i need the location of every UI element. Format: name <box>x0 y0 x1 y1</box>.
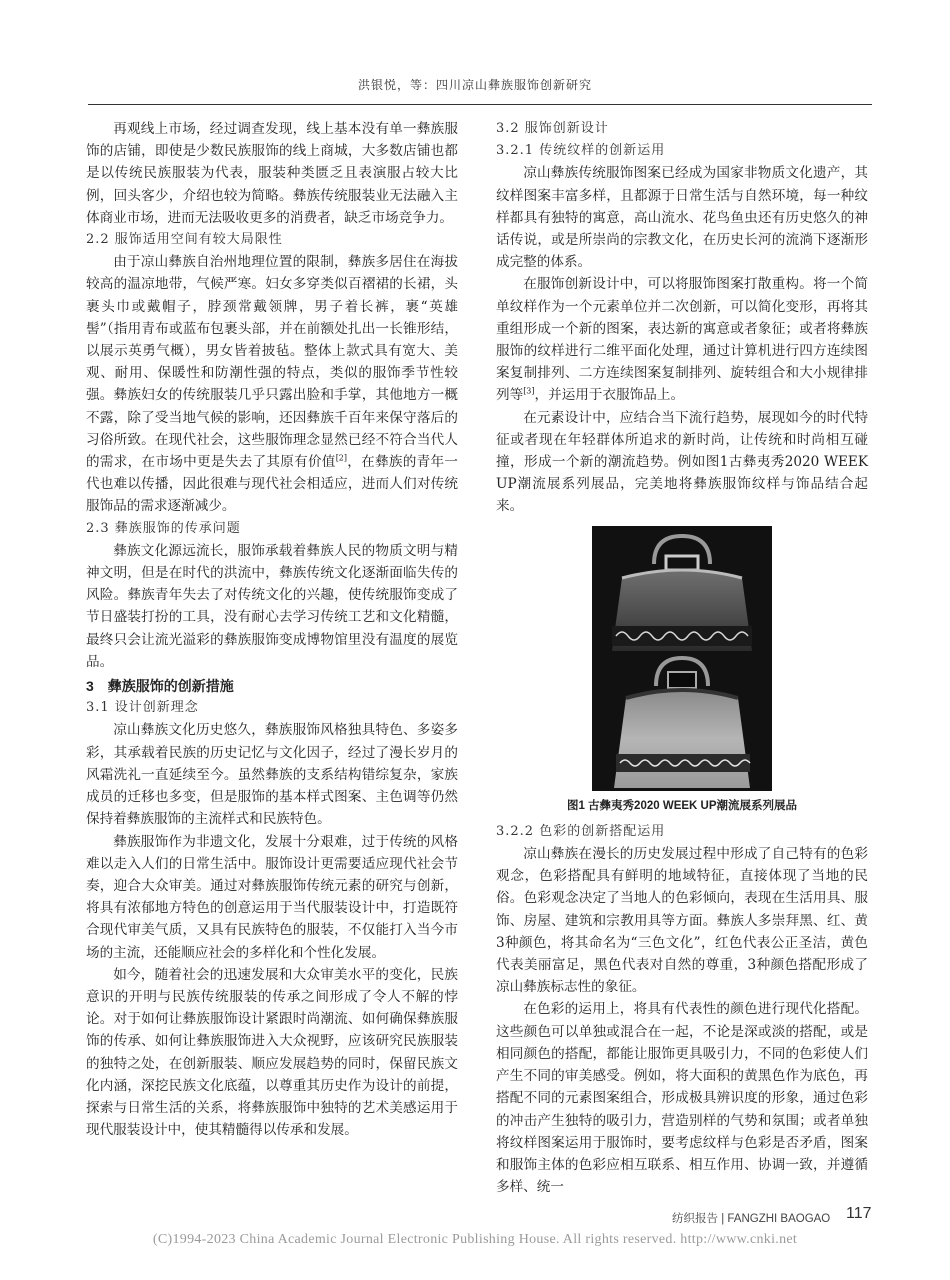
figure-1 <box>496 526 868 817</box>
header-rule <box>88 104 872 105</box>
running-header: 洪银悦，等：四川凉山彝族服饰创新研究 <box>357 78 592 92</box>
paragraph-pattern-b-text: 在服饰创新设计中，可以将服饰图案打散重构。将一个简单纹样作为一个元素单位并二次创新，可以简化变形，再将其重组形成一个新的图案，表达新的寓意或者象征；或者将彝族服饰的纹样进行二维平面化处理，通过计算机进行四方连续图案复制排列、二方连续图案复制排列、旋转组合和大小规律排列等 <box>496 276 868 404</box>
paragraph-pattern-a: 凉山彝族传统服饰图案已经成为国家非物质文化遗产，其纹样图案丰富多样，且都源于日常生活与自然环境，每一种纹样都具有独特的寓意，高山流水、花鸟鱼虫还有历史悠久的神话传说，或是所崇尚的宗教文化，在历史长河的流淌下逐渐形成完整的体系。 <box>496 165 868 271</box>
left-column <box>86 118 458 1141</box>
paragraph-pattern-b <box>496 273 868 406</box>
citation-2: [2] <box>335 453 348 463</box>
journal-name: 纺织报告 | FANGZHI BAOGAO <box>672 1213 831 1225</box>
page-number: 117 <box>846 1205 872 1222</box>
heading-3-2-2: 3.2.2 色彩的创新搭配运用 <box>496 823 666 839</box>
paragraph-pattern-c: 在元素设计中，应结合当下流行趋势，展现如今的时代特征或者现在年轻群体所追求的新时尚，让传统和时尚相互碰撞，形成一个新的潮流趋势。例如图1古彝夷秀2020 WEEK UP潮流展系列展品，完美地将彝族服饰纹样与饰品结合起来。 <box>496 409 868 515</box>
paragraph-color-b: 在色彩的运用上，将具有代表性的颜色进行现代化搭配。这些颜色可以单独或混合在一起，不论是深或淡的搭配，或是相同颜色的搭配，都能让服饰更具吸引力，不同的色彩使人们产生不同的审美感受。例如，将大面积的黄黑色作为底色，再搭配不同的元素图案组合，形成极具辨识度的形象，通过色彩的冲击产生独特的吸引力，营造别样的气势和氛围；或者单独将纹样图案运用于服饰时，要考虑纹样与色彩是否矛盾，图案和服饰主体的色彩应相互联系、相互作用、协调一致，并遵循多样、统一 <box>496 1001 868 1196</box>
paragraph-2-3: 彝族文化源远流长，服饰承载着彝族人民的物质文明与精神文明，但是在时代的洪流中，彝族传统文化逐渐面临失传的风险。彝族青年失去了对传统文化的兴趣，使传统服饰变成了节日盛装打扮的工具，没有耐心去学习传统工艺和文化精髓，最终只会让流光溢彩的彝族服饰变成博物馆里没有温度的展览品。 <box>86 542 458 670</box>
heading-2-2: 2.2 服饰适用空间有较大局限性 <box>86 232 283 248</box>
paragraph-online-market: 再观线上市场，经过调查发现，线上基本没有单一彝族服饰的店铺，即使是少数民族服饰的线上商城，大多数店铺也都是以传统民族服装为代表，服装种类匮乏且表演服占较大比例，回头客少，介绍也较为简略。彝族传统服装业无法融入主体商业市场，进而无法吸收更多的消费者，缺乏市场竞争力。 <box>86 121 458 226</box>
paragraph-color-a: 凉山彝族在漫长的历史发展过程中形成了自己特有的色彩观念，色彩搭配具有鲜明的地域特征，直接体现了当地的民俗。色彩观念决定了当地人的色彩倾向，表现在生活用具、服饰、房屋、建筑和宗教用具等方面。彝族人多崇拜黑、红、黄3种颜色，将其命名为“三色文化”，红色代表公正圣洁，黄色代表美丽富足，黑色代表对自然的尊重，3种颜色搭配形成了凉山彝族标志性的象征。 <box>496 846 868 996</box>
copyright-line: (C)1994-2023 China Academic Journal Electronic Publishing House. All rights reserved. http://www.cnki.net <box>152 1232 798 1247</box>
handbag-photo <box>592 526 772 791</box>
heading-3-2: 3.2 服饰创新设计 <box>496 121 609 136</box>
paragraph-2-2-tail: ，在彝族的青年一代也难以传播，因此很难与现代社会相适应，进而人们对传统服饰品的需求逐渐减少。 <box>86 454 459 515</box>
figure-1-caption: 图1 古彝夷秀2020 WEEK UP潮流展系列展品 <box>566 799 798 812</box>
heading-3-1: 3.1 设计创新理念 <box>86 700 199 716</box>
heading-3-2-1: 3.2.1 传统纹样的创新运用 <box>496 143 666 159</box>
heading-2-3: 2.3 彝族服饰的传承问题 <box>86 520 241 536</box>
paragraph-2-2-text: 由于凉山彝族自治州地理位置的限制，彝族多居住在海拔较高的温凉地带，气候严寒。妇女多穿类似百褶裙的长裙，头裹头巾或戴帽子，脖颈常戴领牌，男子着长裤，裹“英雄髻”（指用青布或蓝布包裹头部，并在前额处扎出一长锥形结，以展示英勇气概），男女皆着披毡。整体上款式具有宽大、美观、耐用、保暖性和防潮性强的特点，类似的服饰季节性较强。彝族妇女的传统服装几乎只露出脸和手掌，其他地方一概不露，除了受当地气候的影响，还因彝族千百年来保守落后的习俗所致。在现代社会，这些服饰理念显然已经不符合当代人的需求，在市场中更是失去了其原有价值 <box>86 254 458 471</box>
citation-3: [3] <box>523 386 535 396</box>
paragraph-pattern-b-tail: ，并运用于衣服饰品上。 <box>534 387 685 404</box>
paragraph-3-1-c: 如今，随着社会的迅速发展和大众审美水平的变化，民族意识的开明与民族传统服装的传承之间形成了令人不解的悖论。对于如何让彝族服饰设计紧跟时尚潮流、如何确保彝族服饰的传承、如何让彝族服饰进入大众视野，应该研究民族服装的独特之处，在创新服装、顺应发展趋势的同时，保留民族文化内涵，深挖民族文化底蕴，以尊重其历史作为设计的前提，探索与日常生活的关系，将彝族服饰中独特的艺术美感运用于现代服装设计中，使其精髓得以传承和发展。 <box>86 966 458 1139</box>
paragraph-3-1-b: 彝族服饰作为非遗文化，发展十分艰难，过于传统的风格难以走入人们的日常生活中。服饰设计更需要适应现代社会节奏，迎合大众审美。通过对彝族服饰传统元素的研究与创新，将具有浓郁地方特色的创意运用于当代服装设计中，打造既符合现代审美气质，又具有民族特色的服装，不仅能打入当今市场的主流，还能顺应社会的多样化和个性化发展。 <box>86 833 458 961</box>
paragraph-2-2 <box>86 251 458 517</box>
heading-3: 3 彝族服饰的创新措施 <box>86 678 234 695</box>
paragraph-3-1-a: 凉山彝族文化历史悠久，彝族服饰风格独具特色、多姿多彩，其承载着民族的历史记忆与文化因子，经过了漫长岁月的风霜洗礼一直延续至今。虽然彝族的支系结构错综复杂，家族成员的迁移也多变，但是服饰的基本样式图案、主色调等仍然保持着彝族服饰的主流样式和民族特色。 <box>86 722 458 828</box>
right-column <box>496 118 868 1198</box>
